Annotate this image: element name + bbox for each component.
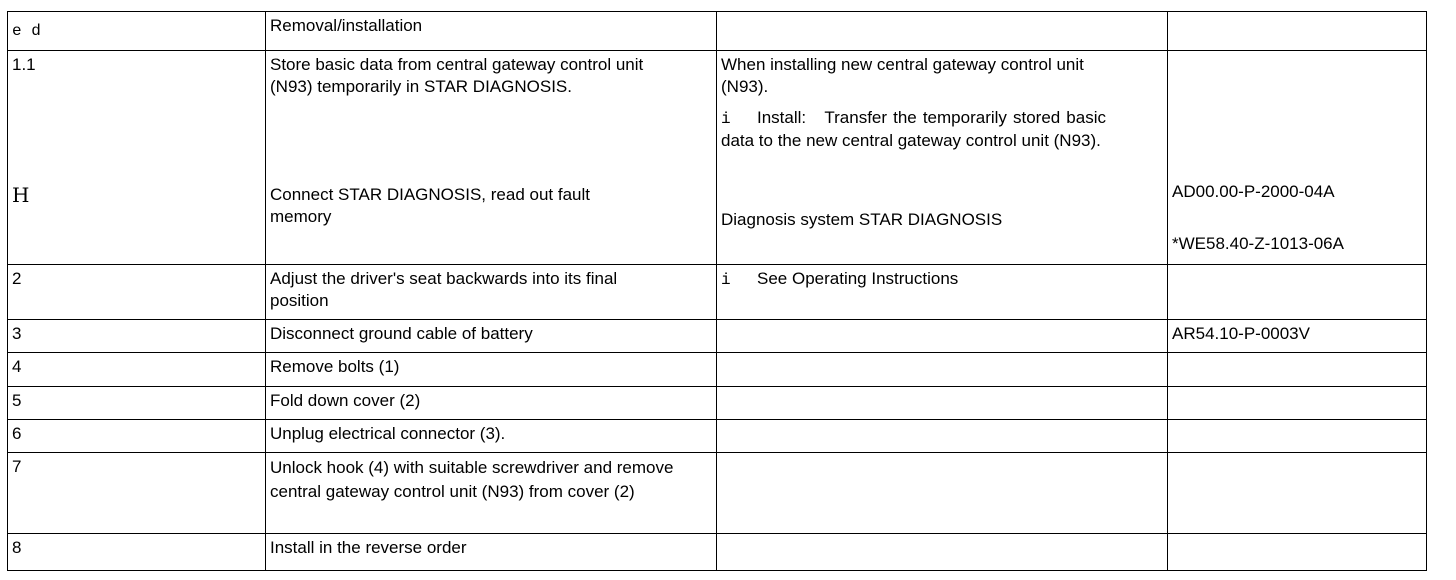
note-cell [717,534,1168,571]
step-cell [8,51,266,265]
action-text: Adjust the driver's seat backwards into its final position [266,265,717,320]
step-number: 5 [8,387,266,420]
document-link[interactable]: *WE58.40-Z-1013-06A [1172,234,1344,253]
header-title: Removal/installation [266,12,717,51]
ref-cell [1168,534,1427,571]
note-cell [717,320,1168,353]
table-row [8,320,1427,353]
note-cell [717,453,1168,534]
note-cell [717,387,1168,420]
action-text: Install in the reverse order [266,534,717,571]
note-cell [717,420,1168,453]
ref-cell [1168,453,1427,534]
action-text: Fold down cover (2) [266,387,717,420]
table-header-row [8,12,1427,51]
note-text: See Operating Instructions [757,269,959,288]
ref-cell [1168,420,1427,453]
note-text: When installing new central gateway control unit (N93). [721,55,1084,96]
step-number: 7 [8,453,266,534]
document-link[interactable]: AD00.00-P-2000-04A [1172,182,1335,201]
note-cell [717,265,1168,320]
table-row [8,353,1427,387]
install-text: Transfer the temporarily stored basic data to the new central gateway control unit (N93). [721,108,1106,150]
note-text: Diagnosis system STAR DIAGNOSIS [721,210,1003,229]
ref-cell [1168,265,1427,320]
install-note [721,107,1106,152]
info-icon: i [721,271,731,289]
install-label: Install: [757,108,807,127]
step-number: 6 [8,420,266,453]
table-row [8,265,1427,320]
action-text: Store basic data from central gateway control unit (N93) temporarily in STAR DIAGNOSIS. [270,55,644,96]
action-text: Connect STAR DIAGNOSIS, read out fault memory [270,185,590,226]
ref-cell [1168,353,1427,387]
action-text: Remove bolts (1) [266,353,717,387]
step-number: 3 [8,320,266,353]
action-text: Unlock hook (4) with suitable screwdriver and remove central gateway control unit (N93) from cover (2) [266,453,717,534]
action-cell [266,51,717,265]
ref-cell [1168,51,1427,265]
ref-cell [1168,387,1427,420]
step-number: 1.1 [12,55,36,74]
table-row [8,387,1427,420]
step-number: 8 [8,534,266,571]
action-text: Disconnect ground cable of battery [266,320,717,353]
table-row [8,453,1427,534]
action-text: Unplug electrical connector (3). [266,420,717,453]
header-step-cell: e d [8,12,266,51]
procedure-table [7,11,1427,571]
note-cell [717,353,1168,387]
document-link[interactable]: AR54.10-P-0003V [1168,320,1427,353]
step-number: 2 [8,265,266,320]
h-step-marker: H [12,183,30,207]
table-row [8,51,1427,265]
header-empty-cell [717,12,1168,51]
info-icon: i [721,110,731,128]
note-cell [717,51,1168,265]
table-row [8,420,1427,453]
step-number: 4 [8,353,266,387]
table-row [8,534,1427,571]
header-empty-cell [1168,12,1427,51]
